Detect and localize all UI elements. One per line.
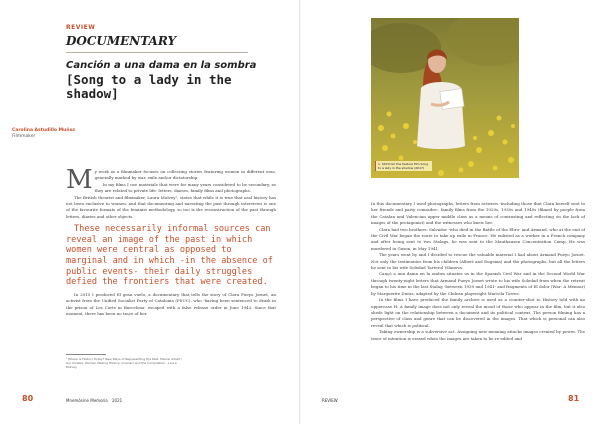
- paragraph-4: In 2015 I produced El gran vuelo, a documentary that tells the story of Clara Pueyo Jornet, an activist from the Unified Socialist Party of Catalonia (PSUC), who -having been sentenced to death in the prison of Les Corts in Barcelona- escaped with a false release order in June 1943. Since that moment, there has been no trace of her.: [66, 291, 276, 317]
- paragraph-r2: Clara had two brothers: Salvador -who died in the Battle of the Ebro- and Armand, who at the end of the Civil War began the route to take up exile in France. He enlisted as a worker in a French company and after being sent to two Stalags, he was sent to the Mauthausen Concentration Camp. He was murdered in Gusen, in May 1941.: [371, 226, 585, 251]
- article-title-english: [Song to a lady in the shadow]: [66, 72, 232, 101]
- paragraph-3: The British theorist and filmmaker, Laura Mulvey¹, states that while it is true that oral history has not been exclusive to women, and that documenting and narrating the past through interviews is one of the favourite formats of the feminist methodology, so too is the reconstruction of the past through letters, diaries and other objects.: [66, 194, 276, 219]
- folio-label-right: REVIEW: [322, 398, 338, 403]
- pull-quote: These necessarily informal sources can reveal an image of the past in which women were central as opposed to marginal and in which -in the absence of public events- their daily struggles defied the frontiers that were created.: [66, 224, 273, 288]
- folio-year: 2021: [112, 398, 123, 403]
- left-body-text: [66, 165, 276, 317]
- title-rule: [66, 52, 248, 53]
- paragraph-2: In my films I use materials that were for many years considered to be secondary, as they are related to private life: letters, diaries, family films and photographs.: [94, 181, 276, 194]
- film-still-illustration: [371, 18, 519, 178]
- article-title-spanish: Canción a una dama en la sombra: [66, 60, 257, 71]
- section-tag: REVIEW: [66, 24, 96, 31]
- paragraph-1-text: y work as a filmmaker focuses on collecting stories featuring women in different eras, generally marked by war, exile and/or dictatorship.: [94, 169, 276, 181]
- paragraph-r4: Cançó a una dama en la ombra situates us in the Spanish Civil War and in the Second World War through twenty-eight letters that Armand Pueyo Jornet wrote to his wife Soledad from when the retreat began to his time in the last Stalag -between 1939 and 1941- and fragments of El dolor (War: A Memoir) by Marguerite Duras, adapted by the Chilean playwright Marcela Torres.: [371, 271, 585, 296]
- right-body-text: [371, 201, 585, 342]
- right-page: [300, 0, 600, 424]
- paragraph-r5: In the films I have produced the family archive is used as a counter-shot to History told with an uppercase H. A family image does not only reveal the mood of those who appear in the film, but it also sheds light on the relationship between a document and its political context. The person filming has a perspective of class and genre that can be discovered in the images. That which is personal can also reveal that which is political.: [371, 297, 585, 328]
- drop-cap: M: [66, 165, 93, 195]
- paragraph-r3: The years went by and I decided to rescue the valuable material I had about Armand Pueyo Jornet. Not only the testimonies from his children (Albert and Eugenia) and the photographs, but all the letters he sent to his wife Soledad Tarterol Vilanova.: [371, 252, 585, 271]
- page-number-right: 81: [568, 394, 580, 403]
- paragraph-r1: In this documentary I used photographs, letters from activists -including those that Clara herself sent to her friends and party comrades-, family films from the 1920s, 1930s and 1940s (filmed by people from the Catalan and Valencian upper middle class as a means of contrasting and reflecting on the lack of images of the protagonist) and the witnesses who knew her.: [371, 201, 585, 226]
- author-role: Filmmaker: [12, 134, 36, 139]
- folio-magazine: Mnemòsine Memoria: [66, 398, 108, 403]
- author-name: Carolina Astudillo Muñoz: [12, 128, 76, 133]
- film-still-photo: [371, 18, 519, 178]
- footnote-rule: [66, 354, 106, 355]
- footnote: ¹ Where Is History Today? New Ways of Representing the Past. Marcel Arbeit / Ian Christie. Women Making History: Gramsci and the Compilation · Laura Mulvey.: [66, 357, 183, 369]
- doc-title: DOCUMENTARY: [66, 34, 177, 48]
- paragraph-r6: Taking ownership is a subversive act. Assigning new meaning attacks images created by power. The trace of intention is erased when the images are taken to be re-edited and: [371, 329, 585, 341]
- photo-caption: 1. Still from the feature film Song to a lady in the shadow (2017): [375, 161, 432, 171]
- page-number-left: 80: [22, 394, 34, 403]
